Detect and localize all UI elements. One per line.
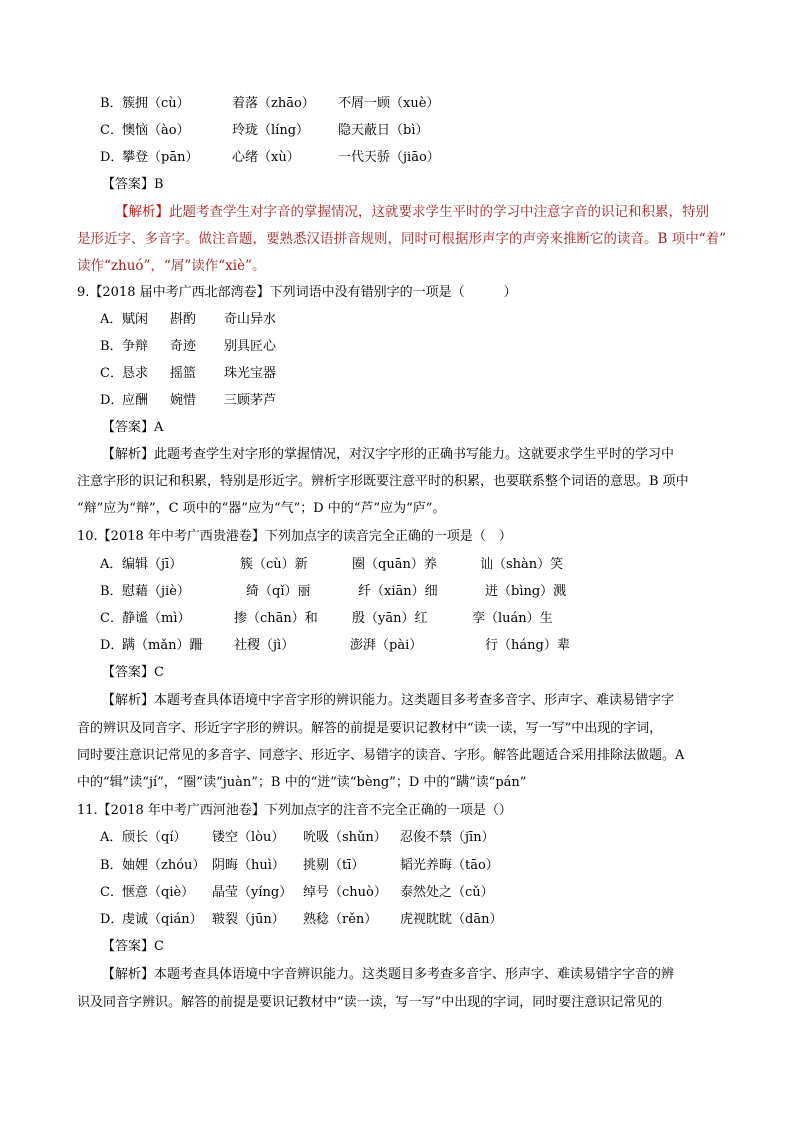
option-letter: D． xyxy=(100,393,124,408)
option-letter: C． xyxy=(100,123,123,138)
option-item: 迸（bìng）溅 xyxy=(485,584,567,599)
option-item: 一代天骄（jiāo） xyxy=(338,150,440,165)
option-item: 恳求 xyxy=(122,366,149,381)
option-item: 攀登（pān） xyxy=(122,150,199,165)
q9-analysis-line-3: “辩”应为“辩”，C 项中的“器”应为“气”；D 中的“芦”应为“庐”。 xyxy=(77,501,446,516)
q8-analysis-line-1: 【解析】此题考查学生对字音的掌握情况，这就要求学生平时的学习中注意字音的识记和积累，特别 xyxy=(115,204,709,220)
q10-analysis-line-3: 同时要注意识记常见的多音字、同意字、形近字、易错字的读音、字形。解答此题适合采用排除法做题。A xyxy=(77,748,685,763)
option-item: 韬光养晦（tāo） xyxy=(400,858,499,873)
option-item: 孪（luán）生 xyxy=(472,611,553,626)
option-letter: A． xyxy=(100,312,123,327)
option-letter: B． xyxy=(100,584,123,599)
option-item: 赋闲 xyxy=(122,312,149,327)
q8-analysis-line-3: 读作“zhuó”，“屑”读作“xiè”。 xyxy=(77,258,266,274)
option-letter: C． xyxy=(100,885,123,900)
option-item: 晶莹（yíng） xyxy=(212,885,293,900)
option-item: 讪（shàn）笑 xyxy=(480,557,564,572)
q9-analysis-line-2: 注意字形的识记和积累，特别是形近字。辨析字形既要注意平时的积累，也要联系整个词语的意思。B 项中 xyxy=(77,474,689,489)
option-item: 阴晦（huì） xyxy=(212,858,285,873)
q11-stem: 11.【2018 年中考广西河池卷】下列加点字的注音不完全正确的一项是（） xyxy=(77,803,512,818)
option-item: 绮（qǐ）丽 xyxy=(246,584,311,599)
option-letter: D． xyxy=(100,912,124,927)
option-item: 珠光宝器 xyxy=(224,366,277,381)
option-item: 心绪（xù） xyxy=(232,150,300,165)
option-item: 着落（zhāo） xyxy=(232,96,315,111)
option-item: 颀长（qí） xyxy=(122,830,187,845)
option-letter: D． xyxy=(100,638,124,653)
option-item: 编辑（jī） xyxy=(122,557,183,572)
option-item: 摇篮 xyxy=(170,366,197,381)
option-item: 簇（cù）新 xyxy=(240,557,308,572)
option-item: 纤（xiān）细 xyxy=(358,584,438,599)
option-item: 别具匠心 xyxy=(224,339,277,354)
option-item: 应酬 xyxy=(122,393,149,408)
option-letter: B． xyxy=(100,858,123,873)
option-item: 婉惜 xyxy=(170,393,197,408)
option-item: 殷（yān）红 xyxy=(352,611,428,626)
option-letter: D． xyxy=(100,150,124,165)
option-item: 皲裂（jūn） xyxy=(212,912,285,927)
option-item: 簇拥（cù） xyxy=(122,96,190,111)
option-item: 玲珑（líng） xyxy=(232,123,310,138)
option-letter: A． xyxy=(100,830,123,845)
option-item: 懊恼（ào） xyxy=(122,123,190,138)
option-letter: C． xyxy=(100,611,123,626)
option-letter: B． xyxy=(100,339,123,354)
option-item: 奇山异水 xyxy=(224,312,277,327)
q10-analysis-line-2: 音的辨识及同音字、形近字字形的辨识。解答的前提是要识记教材中“读一读，写一写”中出现的字词， xyxy=(77,721,663,736)
option-item: 挑剔（tī） xyxy=(303,858,365,873)
q10-analysis-line-4: 中的“辑”读“jí”，“圈”读“juàn”；B 中的“迸”读“bèng”；D 中的“蹒”读“pán” xyxy=(77,775,527,790)
option-item: 争辩 xyxy=(122,339,149,354)
option-item: 掺（chān）和 xyxy=(234,611,318,626)
q10-stem: 10.【2018 年中考广西贵港卷】下列加点字的读音完全正确的一项是（ ） xyxy=(77,529,512,544)
q9-stem: 9.【2018 届中考广西北部湾卷】下列词语中没有错别字的一项是（ ） xyxy=(77,285,517,300)
q9-analysis-line-1: 【解析】此题考查学生对字形的掌握情况，对汉字字形的正确书写能力。这就要求学生平时的学习中 xyxy=(102,447,675,462)
q10-answer: 【答案】C xyxy=(102,665,164,680)
option-item: 蹒（mǎn）跚 xyxy=(122,638,203,653)
option-item: 三顾茅芦 xyxy=(224,393,277,408)
option-item: 虎视眈眈（dān） xyxy=(400,912,503,927)
option-item: 行（háng）辈 xyxy=(485,638,570,653)
option-item: 隐天蔽日（bì） xyxy=(338,123,429,138)
analysis-tag: 【解析】 xyxy=(115,204,169,220)
option-letter: B． xyxy=(100,96,123,111)
option-item: 吮吸（shǔn） xyxy=(303,830,387,845)
option-item: 不屑一顾（xuè） xyxy=(338,96,440,111)
option-item: 静谧（mì） xyxy=(122,611,191,626)
option-item: 斟酌 xyxy=(170,312,197,327)
q8-answer: 【答案】B xyxy=(102,177,164,192)
q9-answer: 【答案】A xyxy=(102,420,164,435)
q8-analysis-line-2: 是形近字、多音字。做注音题，要熟悉汉语拼音规则，同时可根据形声字的声旁来推断它的读音。B 项中“着” xyxy=(77,231,727,247)
option-item: 虔诚（qián） xyxy=(122,912,203,927)
option-letter: A． xyxy=(100,557,123,572)
q11-analysis-line-1: 【解析】本题考查具体语境中字音辨识能力。这类题目多考查多音字、形声字、难读易错字字音的辨 xyxy=(102,967,675,982)
option-item: 惬意（qiè） xyxy=(122,885,195,900)
option-item: 澎湃（pài） xyxy=(350,638,423,653)
option-item: 慰藉（jiè） xyxy=(122,584,190,599)
option-item: 奇迹 xyxy=(170,339,197,354)
option-item: 妯娌（zhóu） xyxy=(122,858,206,873)
q11-answer: 【答案】C xyxy=(102,939,164,954)
option-item: 社稷（jì） xyxy=(234,638,295,653)
option-item: 绰号（chuò） xyxy=(303,885,387,900)
option-item: 圈（quān）养 xyxy=(352,557,437,572)
option-letter: C． xyxy=(100,366,123,381)
q11-analysis-line-2: 识及同音字辨识。解答的前提是要识记教材中“读一读，写一写”中出现的字词，同时要注意识记常见的 xyxy=(77,995,663,1010)
option-item: 忍俊不禁（jīn） xyxy=(400,830,495,845)
option-item: 熟稔（rěn） xyxy=(303,912,378,927)
q10-analysis-line-1: 【解析】本题考查具体语境中字音字形的辨识能力。这类题目多考查多音字、形声字、难读易错字字 xyxy=(102,693,675,708)
option-item: 镂空（lòu） xyxy=(212,830,285,845)
option-item: 泰然处之（cǔ） xyxy=(400,885,494,900)
